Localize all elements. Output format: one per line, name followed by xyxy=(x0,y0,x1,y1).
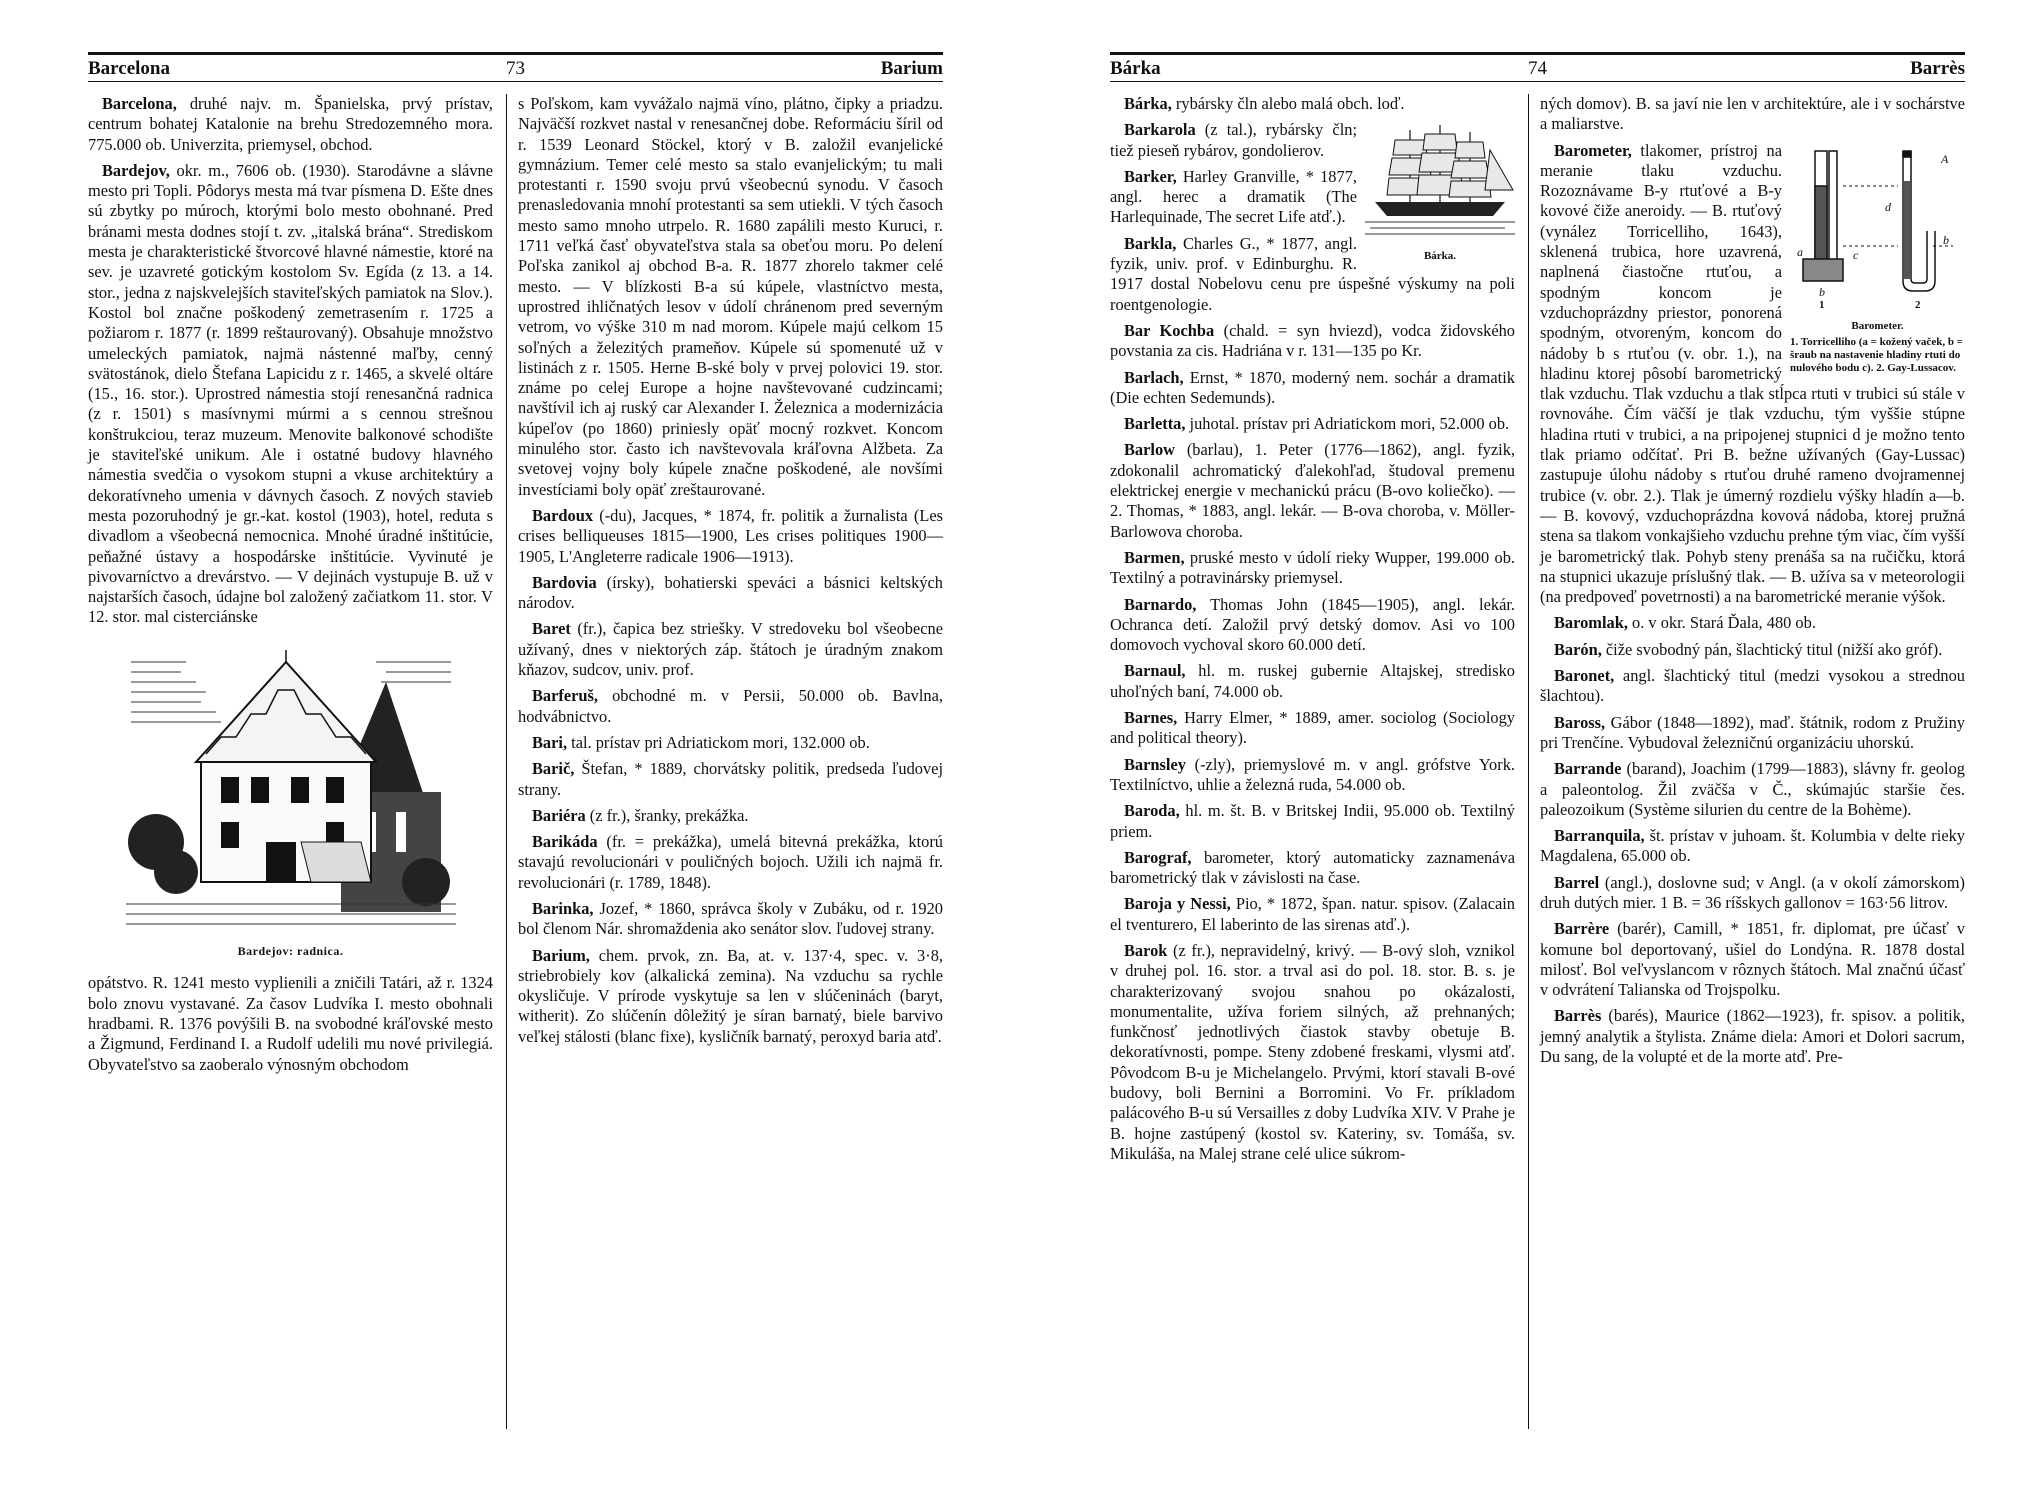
entry-headword: Barometer, xyxy=(1554,140,1632,160)
entry xyxy=(1110,661,1515,702)
entry xyxy=(1540,1006,1965,1067)
entry-headword: Barranquila, xyxy=(1554,826,1645,846)
entry-headword: Bardejov, xyxy=(102,160,170,180)
entry-headword: Barrère xyxy=(1554,919,1610,939)
entry-headword: Bárka, xyxy=(1124,94,1172,113)
entry-headword: Barmen, xyxy=(1124,547,1185,567)
entry-text: s Poľskom, kam vyvážalo najmä víno, plátno, čipky a priadzu. Najväčší rozkvet nastal v renesančnej dobe. Reformáciu šíril od r. 1539 Leonard Stöckel, ktorý v B. založil evanjelické gymnázium. Temer celé mesto sa stalo evanjelickým; tu mali protestanti r. 1590 svoju prvú všeobecnú synodu. V časoch prenasledovania mnohí protestanti sa sem utiekli. V tých časoch mesto samo mnoho utrpelo. R. 1680 zapálili mesto Kuruci, r. 1711 veľká časť obyvateľstva stala sa obeťou moru. Po delení Poľska zanikol aj obchod B-a. R. 1877 zhorelo takmer celé mesto. — V blízkosti B-a sú kúpele, vlastníctvo mesta, uprostred ihličnatých lesov v údolí chránenom pred severným vetrom, vo výške 310 m nad morom. Kúpele majú celkom 15 soľných a železitých prameňov. Kúpele sú spomenuté už v listinách z r. 1505. Herne B-ské boly v prvej polovici 19. stor. známe po celej Europe a hojne navštevované cudzincami; navštívil ich aj ruský car Alexander I. Železnica a modernizácia kúpeľov (po 1860) priniesly opäť mocný rozkvet. Koncom minulého stor. často ich navštevovala kráľovna Alžbeta. Za svetovej vojny boly kúpele značne poškodené, ale novšími investíciami boly opäť zreštaurované. xyxy=(518,94,943,499)
entry-text: (barés), Maurice (1862—1923), fr. spisov. a politik, jemný analytik a štylista. Známe diela: Amori et Dolori sacrum, Du sang, de la volupté et de la morte atď. Pre- xyxy=(1540,1006,1965,1067)
entry-headword: Barinka, xyxy=(532,898,594,918)
entry-text: Harley Granville, * 1877, angl. herec a dramatik (The Harlequinade, The secret Life atď.). xyxy=(1110,166,1357,227)
entry xyxy=(1110,321,1515,362)
entry-headword: Barnsley xyxy=(1124,754,1186,774)
left-column-a xyxy=(88,94,493,1081)
left-header-guide-word-start: Barcelona xyxy=(88,58,170,79)
entry-headword: Barkarola xyxy=(1124,120,1196,140)
entry xyxy=(1110,941,1515,1164)
entry-text: Harry Elmer, * 1889, amer. sociolog (Sociology and political theory). xyxy=(1110,708,1515,748)
left-running-header xyxy=(88,52,943,82)
entry-text: pruské mesto v údolí rieky Wupper, 199.000 ob. Textilný a potravinársky priemysel. xyxy=(1110,547,1515,588)
figure-number-2: 2 xyxy=(1914,298,1920,311)
entry xyxy=(1110,801,1515,842)
entry-headword: Barrès xyxy=(1554,1006,1602,1026)
entry xyxy=(518,573,943,614)
entry-text: barometer, ktorý automaticky zaznamenáva barometrický tlak v závislosti na čase. xyxy=(1110,847,1515,888)
barometer-label-b2: b xyxy=(1942,232,1949,247)
entry-text: Thomas John (1845—1905), angl. lekár. Ochranca detí. Založil prvý detský domov. Asi vo 100 domovoch vychoval skoro 60.000 detí. xyxy=(1110,594,1515,655)
entry-headword: Bari, xyxy=(532,732,568,752)
entry-text: (z fr.), šranky, prekážka. xyxy=(585,805,749,825)
entry-headword: Barnes, xyxy=(1124,708,1178,728)
entry xyxy=(518,806,943,826)
entry xyxy=(1540,640,1965,660)
entry-headword: Barkla, xyxy=(1124,233,1177,253)
entry-headword: Barikáda xyxy=(532,832,598,852)
entry xyxy=(518,619,943,680)
barometer-label-d: d xyxy=(1884,199,1891,214)
entry xyxy=(1540,666,1965,707)
barometer-label-c: c xyxy=(1852,247,1858,262)
entry-text: (barér), Camill, * 1851, fr. diplomat, pre účasť v komune bol deportovaný, ušiel do Londýna. R. 1878 dostal milosť. Bol veľvyslancom v rôznych štátoch. Mal značnú účasť v odvrátení Talianska od Trojspolku. xyxy=(1540,919,1965,1000)
entry-headword: Barium, xyxy=(532,945,590,965)
entry-headword: Barrande xyxy=(1554,759,1622,779)
entry-text: Gábor (1848—1892), maď. štátnik, rodom z Pružiny pri Trenčíne. Vybudoval železničnú organizáciu uhorskú. xyxy=(1540,712,1965,752)
entry-headword: Barič, xyxy=(532,759,575,779)
barometer-label-a: a xyxy=(1796,244,1803,259)
entry-text: tlakomer, prístroj na meranie tlaku vzduchu. Rozoznávame B-y rtuťové a B-y kovové čiže aneroidy. — B. rtuťový (vynález Torricelliho, 1643), sklenená trubica, hore uzavrená, naplnená čiastočne rtuťou, a spodným koncom je vzduchoprázdny priestor, ponorená spodným, otvoreným, koncom do nádoby b s rtuťou (v. obr. 1.), na hladinu ktorej pôsobí barometrický tlak vzduchu. Tlak vzduchu a tlak stĺpca rtuti v trubici sú stále v rovnováhe. Čím väčší je tlak vzduchu, tým vyššie stúpne hladina rtuti v trubici, a na pripojenej stupnici d je možno tento tlak priamo odčítať. Pri B. bežne užívaných (Gay-Lussac) zastupuje úlohu nádoby s rtuťou druhé rameno dvojramennej trubice (v. obr. 2.). Tlak je úmerný rozdielu výšky hladín a—b. — B. kovový, vzduchoprázdna kovová nádoba, ktorej pružná stena sa tlakom vonkajšieho vzduchu prehne tým viac, čím vyšší je barometrický tlak. Pohyb steny prenáša sa na ručičku, ktorá na stupnici ukazuje príslušný tlak. — B. užíva sa v meteorologii (na predpoveď povetrnosti) a na barometrické meranie výšok. xyxy=(1540,140,1965,607)
entry-text: juhotal. prístav pri Adriatickom mori, 52.000 ob. xyxy=(1185,414,1510,434)
entry-headword: Barlach, xyxy=(1124,367,1184,387)
entry xyxy=(1540,826,1965,867)
column-rule xyxy=(1528,94,1529,1429)
entry-headword: Barletta, xyxy=(1124,414,1186,434)
entry-headword: Baronet, xyxy=(1554,666,1615,686)
entry-headword: Bariéra xyxy=(532,805,586,825)
entry xyxy=(1110,595,1515,656)
entry xyxy=(1110,708,1515,749)
barometer-figure xyxy=(1790,141,1965,376)
entry xyxy=(518,733,943,753)
right-column-a xyxy=(1110,94,1515,1170)
entry xyxy=(1110,368,1515,409)
entry-text: ných domov). B. sa javí nie len v architektúre, ale i v sochárstve a maliarstve. xyxy=(1540,94,1965,134)
entry-text: druhé najv. m. Španielska, prvý prístav, centrum bohatej Katalonie na brehu Stredozemného mora. 775.000 ob. Univerzita, priemysel, obchod. xyxy=(88,94,493,154)
entry xyxy=(1110,440,1515,541)
entry-headword: Baret xyxy=(532,619,571,639)
entry-headword: Baromlak, xyxy=(1554,613,1628,633)
entry xyxy=(518,899,943,940)
entry-headword: Barcelona, xyxy=(102,94,177,113)
entry-headword: Barón, xyxy=(1554,639,1602,659)
entry-text: (z fr.), nepravidelný, krivý. — B-ový sloh, vznikol v druhej pol. 16. stor. a trval asi do pol. 18. stor. B. s. je charakterizovaný svojou snahou po okázalosti, monumentalite, užíva foriem silných, až prehnaných; funkčnosť jednotlivých čiastok stavby obetuje B. dekoratívnosti, pompe. Steny zdobené freskami, vlysmi atď. Pôvodcom B-u je Michelangelo. Prvými, ktorí stavali B-ové budovy, boli Bernini a Borromini. Vo Fr. príkladom palácového B-u sú Versailles z doby Ludvíka XIV. V Prahe je B. hojne zastúpený (kostol sv. Kateriny, sv. Tomáša, sv. Mikuláša, na Malej strane celé ulice súkrom- xyxy=(1110,940,1515,1163)
entry-text: Štefan, * 1889, chorvátsky politik, predseda ľudovej strany. xyxy=(518,759,943,799)
right-header-guide-word-end: Barrès xyxy=(1910,58,1965,79)
entry xyxy=(1110,755,1515,796)
entry xyxy=(1540,759,1965,820)
entry-text: Jozef, * 1860, správca školy v Zubáku, od r. 1920 bol členom Nár. shromaždenia ako senátor slov. ľudovej strany. xyxy=(518,898,943,939)
entry xyxy=(1540,873,1965,914)
sailing-ship-illustration xyxy=(1365,120,1515,240)
entry xyxy=(88,161,493,628)
entry xyxy=(518,686,943,727)
entry-text: (barlau), 1. Peter (1776—1862), angl. fyzik, zdokonalil achromatický ďalekohľad, študoval premenu elektrickej energie v mechanickú prácu (B-ovo koliečko). — 2. Thomas, * 1883, angl. lekár. — B-ova choroba, v. Möller-Barlowova choroba. xyxy=(1110,440,1515,541)
entry-headword: Barferuš, xyxy=(532,686,599,706)
entry xyxy=(88,94,493,155)
entry-text: čiže svobodný pán, šlachtický titul (nižší ako gróf). xyxy=(1601,639,1943,659)
entry-continuation xyxy=(1540,94,1965,135)
entry-text: (barand), Joachim (1799—1883), slávny fr. geolog a paleontolog. Žil zväčša v Č., skúmajúc staršie čes. paleozoikum (Système silurien du centre de la Bohème). xyxy=(1540,759,1965,819)
barometer-illustration xyxy=(1793,141,1963,311)
entry-headword: Barlow xyxy=(1124,440,1175,460)
entry xyxy=(1540,919,1965,1000)
entry-text: tal. prístav pri Adriatickom mori, 132.000 ob. xyxy=(567,732,870,752)
barka-ship-figure xyxy=(1365,120,1515,266)
entry-headword: Barker, xyxy=(1124,166,1177,186)
entry xyxy=(1110,894,1515,935)
town-hall-illustration xyxy=(126,642,456,932)
entry-headword: Barnaul, xyxy=(1124,661,1186,681)
entry xyxy=(1110,94,1515,114)
barometer-caption-title: Barometer. xyxy=(1851,319,1904,332)
entry xyxy=(518,832,943,893)
entry-text: (fr. = prekážka), umelá bitevná prekážka, ktorú stavajú revolucionári v pouličných bojoch. Užili ich najmä fr. revolucionári (r. 1789, 1848). xyxy=(518,832,943,892)
entry-headword: Baroja y Nessi, xyxy=(1124,894,1231,914)
right-header-guide-word-start: Bárka xyxy=(1110,58,1161,79)
entry-text: (z tal.), rybársky čln; tiež pieseň rybárov, gondolierov. xyxy=(1110,120,1357,160)
entry-text: angl. šlachtický titul (medzi vysokou a strednou šlachtou). xyxy=(1540,666,1965,706)
entry-headword: Bar Kochba xyxy=(1124,320,1215,340)
right-page xyxy=(1110,52,1965,1462)
entry xyxy=(1110,548,1515,589)
entry-text: rybársky čln alebo malá obch. loď. xyxy=(1171,94,1405,113)
entry xyxy=(1110,414,1515,434)
bardejov-town-hall-figure xyxy=(88,642,493,962)
barometer-label-b: b xyxy=(1818,284,1825,299)
entry-text: Ernst, * 1870, moderný nem. sochár a dramatik (Die echten Sedemunds). xyxy=(1110,367,1515,407)
entry-text: (írsky), bohatierski speváci a básnici keltských národov. xyxy=(518,572,943,613)
figure-caption: Bardejov: radnica. xyxy=(237,944,344,959)
left-page-number: 73 xyxy=(506,58,525,79)
entry xyxy=(518,506,943,567)
barometer-label-A: A xyxy=(1940,151,1948,166)
entry-text: (angl.), doslovne sud; v Angl. (a v okolí zámorskom) druh dutých mier. 1 B. = 36 ríšskych gallonov = 163·56 litrov. xyxy=(1540,872,1965,912)
barometer-caption-text: 1. Torricelliho (a = kožený vaček, b = šraub na nastavenie hladiny rtuti do nulového bodu c). 2. Gay-Lussacov. xyxy=(1790,336,1963,375)
left-column-b xyxy=(518,94,943,1053)
entry-text: opátstvo. R. 1241 mesto vyplienili a zničili Tatári, až r. 1324 bolo znovu vystavané. Za časov Ludvíka I. mesto obohnali hradbami. R. 1376 povýšili B. na svobodné kráľovské mesto a Žigmund, Ferdinand I. a Rudolf udelili mu nové privilegiá. Obyvateľstvo sa zaoberalo výnosným obchodom xyxy=(88,973,493,1074)
ship-caption: Bárka. xyxy=(1423,249,1457,262)
entry-headword: Barrel xyxy=(1554,872,1600,892)
entry-text: obchodné m. v Persii, 50.000 ob. Bavlna, hodvábnictvo. xyxy=(518,686,943,726)
entry-text: (fr.), čapica bez striešky. V stredoveku bol všeobecne užívaný, dnes v niektorých záp. štátoch je úradným znakom kňazov, sudcov, univ. prof. xyxy=(518,619,943,680)
entry xyxy=(518,759,943,800)
entry-text: (chald. = syn hviezd), vodca židovského povstania za cis. Hadriána v r. 131—135 po Kr. xyxy=(1110,320,1515,361)
entry-headword: Barnardo, xyxy=(1124,594,1197,614)
entry-headword: Barograf, xyxy=(1124,847,1192,867)
entry xyxy=(1540,713,1965,754)
entry xyxy=(518,946,943,1047)
right-running-header xyxy=(1110,52,1965,82)
left-header-guide-word-end: Barium xyxy=(880,58,943,79)
entry-text: hl. m. ruskej gubernie Altajskej, stredisko uhoľných baní, 74.000 ob. xyxy=(1110,661,1515,701)
entry-headword: Baross, xyxy=(1554,712,1606,732)
entry-text: (-zly), priemyslové m. v angl. grófstve York. Textilníctvo, uhlie a železná ruda, 54.000 ob. xyxy=(1110,754,1515,794)
entry-headword: Baroda, xyxy=(1124,801,1180,821)
entry-text: okr. m., 7606 ob. (1930). Starodávne a slávne mesto pri Topli. Pôdorys mesta má tvar písmena D. Ešte dnes sú zbytky po múroch, ktorými bolo mesto obohnané. Pred bránami mesta dodnes stojí t. zv. „italská brána“. Strediskom mesta je charakteristické štvorcové hlavné námestie, ktoré na sev. je uzavreté gotickým kostolom Sv. Egída (z 13. a 14. stor., jedna z najskvelejších staviteľských pamiatok na Slov.). Kostol bol značne poškodený zemetrasením r. 1725 a požiarom r. 1877 (r. 1899 reštaurovaný). Obsahuje množstvo umeleckých pamiatok, najmä nástenné maľby, cenný svätostánok, dielo Štefana Lapicidu z r. 1465, a skvelé oltáre (15., 16. stor.). Uprostred námestia stojí renesančná radnica (z r. 1501) s masívnymi múrmi a s cennou strešnou konštrukciou, teraz muzeum. Menovite balkonové schodište je staviteľské unikum. Ale i ostatné budovy hlavného námestia svedčia o vysokom stupni a vkuse architektúry a dekoratívneho umenia v dávnych časoch. Z nových stavieb mesta pozoruhodný je gr.-kat. kostol (1903), hotel, reduta s divadlom a všeobecná nemocnica. Mnohé úradné inštitúcie, peňažné ústavy a hospodárske inštitúcie. Vyvinuté je pivovarníctvo a drevárstvo. — V dejinách vystupuje B. už v najstarších časoch, údajne bol založený začiatkom 11. stor. V 12. stor. mal cisterciánske xyxy=(88,160,493,627)
entry-text: Pio, * 1872, špan. natur. spisov. (Zalacain el tventurero, El laberinto de las sirenas atď.). xyxy=(1110,894,1515,934)
entry-headword: Bardoux xyxy=(532,505,594,525)
entry-text: Charles G., * 1877, angl. fyzik, univ. prof. v Edinburghu. R. 1917 dostal Nobelovu cenu pre úspešné výskumy na poli roentgenologie. xyxy=(1110,233,1515,314)
left-page xyxy=(88,52,943,1462)
entry-continuation xyxy=(518,94,943,500)
entry-text: št. prístav v juhoam. št. Kolumbia v delte rieky Magdalena, 65.000 ob. xyxy=(1540,826,1965,866)
entry-headword: Bardovia xyxy=(532,572,597,592)
entry-headword: Barok xyxy=(1124,940,1168,960)
entry-text: o. v okr. Stará Ďala, 480 ob. xyxy=(1627,613,1816,633)
figure-number-1: 1 xyxy=(1818,298,1824,311)
entry-continuation xyxy=(88,973,493,1074)
right-page-number: 74 xyxy=(1528,58,1547,79)
entry xyxy=(1110,848,1515,889)
entry-text: (-du), Jacques, * 1874, fr. politik a žurnalista (Les crises belliqueuses 1815—1900, Les crises politiques 1900—1905, L'Angleterre radicale 1906—1913). xyxy=(518,505,943,566)
right-column-b xyxy=(1540,94,1965,1073)
entry xyxy=(1540,613,1965,633)
column-rule xyxy=(506,94,507,1429)
entry-text: hl. m. št. B. v Britskej Indii, 95.000 ob. Textilný priem. xyxy=(1110,801,1515,841)
entry-text: chem. prvok, zn. Ba, at. v. 137·4, spec. v. 3·8, striebrobiely kov (alkalická zemina). Na vzduchu sa rychle okysličuje. V prírode vyskytuje sa len v slúčeninách (baryt, witherit). Zo slúčenín dôležitý je síran barnatý, biele barvivo veľkej stálosti (blanc fixe), kysličník barnatý, peroxyd baria atď. xyxy=(518,945,943,1046)
